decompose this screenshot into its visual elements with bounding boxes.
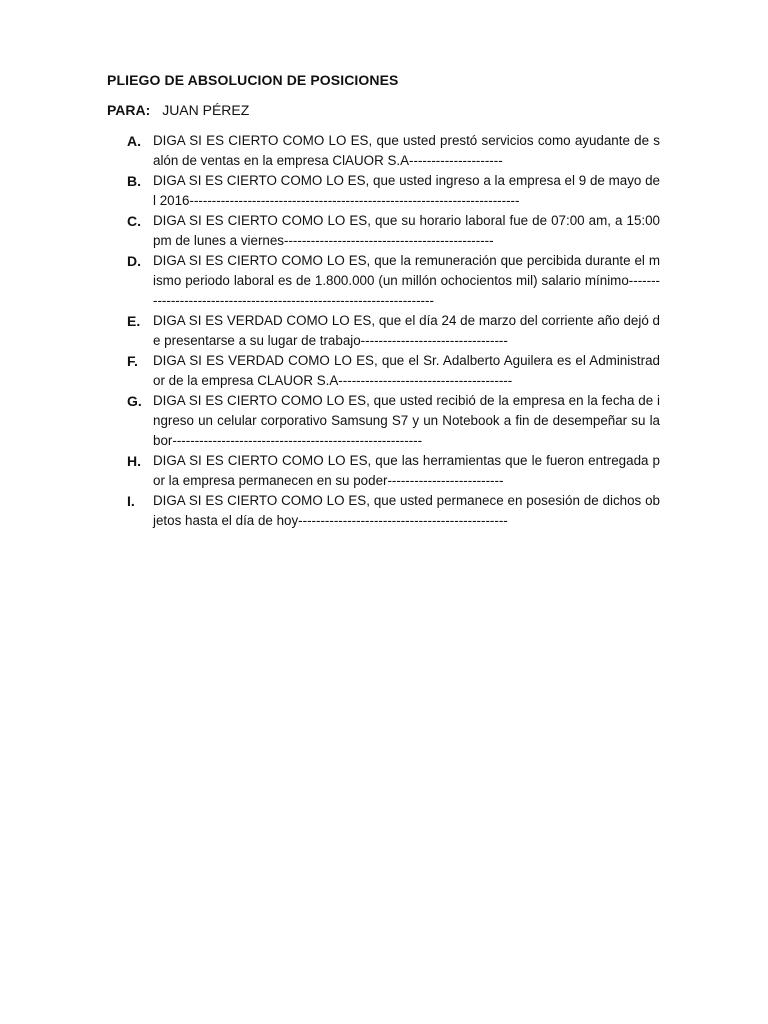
item-letter: H. [127,453,141,469]
item-letter: B. [127,173,141,189]
item-letter: G. [127,393,142,409]
item-text: DIGA SI ES CIERTO COMO LO ES, que usted prestó servicios como ayudante de salón de ventas en la empresa ClAUOR S.A--------------------- [153,133,660,168]
list-item [107,131,660,171]
item-text: DIGA SI ES CIERTO COMO LO ES, que la remuneración que percibida durante el mismo periodo laboral es de 1.800.000 (un millón ochocientos mil) salario mínimo---------------------------------------------------------------------- [153,253,660,308]
item-text: DIGA SI ES VERDAD COMO LO ES, que el Sr. Adalberto Aguilera es el Administrador de la empresa CLAUOR S.A--------------------------------------- [153,353,660,388]
list-item [107,211,660,251]
list-item [107,351,660,391]
positions-list [107,131,660,531]
list-item [107,451,660,491]
list-item [107,311,660,351]
item-text: DIGA SI ES VERDAD COMO LO ES, que el día 24 de marzo del corriente año dejó de presentarse a su lugar de trabajo--------------------------------- [153,313,660,348]
document-title: PLIEGO DE ABSOLUCION DE POSICIONES [107,72,399,88]
item-letter: E. [127,313,141,329]
item-text: DIGA SI ES CIERTO COMO LO ES, que las herramientas que le fueron entregada por la empresa permanecen en su poder-------------------------- [153,453,660,488]
recipient-name: JUAN PÉREZ [162,102,250,118]
list-item [107,391,660,451]
item-text: DIGA SI ES CIERTO COMO LO ES, que usted recibió de la empresa en la fecha de ingreso un celular corporativo Samsung S7 y un Notebook a fin de desempeñar su labor-------------------------------------------------------- [153,393,660,448]
recipient-line [107,102,249,118]
item-text: DIGA SI ES CIERTO COMO LO ES, que usted ingreso a la empresa el 9 de mayo del 2016-------------------------------------------------------------------------- [153,173,660,208]
list-item [107,171,660,211]
list-item [107,491,660,531]
item-letter: A. [127,133,141,149]
item-text: DIGA SI ES CIERTO COMO LO ES, que su horario laboral fue de 07:00 am, a 15:00 pm de lunes a viernes----------------------------------------------- [153,213,660,248]
item-letter: F. [127,353,138,369]
item-letter: D. [127,253,141,269]
recipient-label: PARA: [107,102,151,118]
item-letter: I. [127,493,135,509]
item-letter: C. [127,213,141,229]
list-item [107,251,660,311]
item-text: DIGA SI ES CIERTO COMO LO ES, que usted permanece en posesión de dichos objetos hasta el día de hoy----------------------------------------------- [153,493,660,528]
